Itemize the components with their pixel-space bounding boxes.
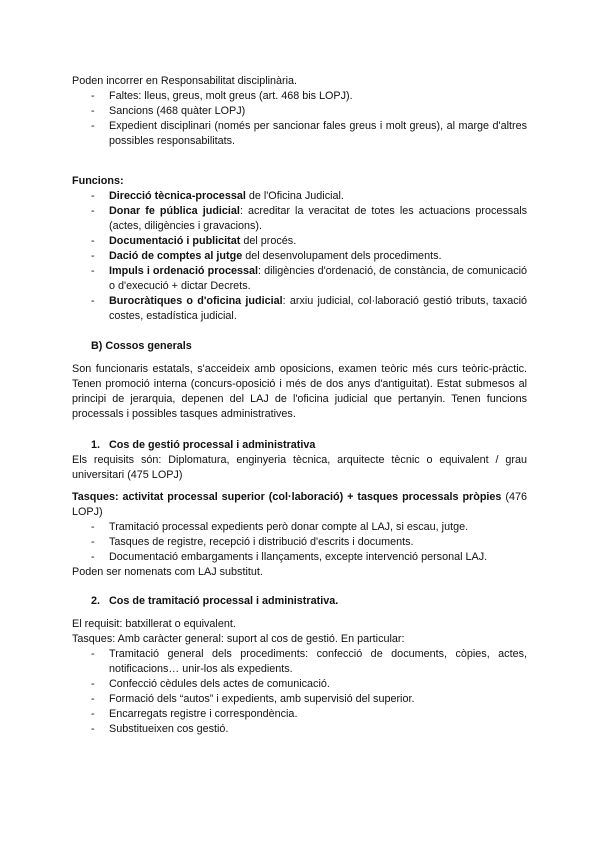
list-item: - Substitueixen cos gestió.: [91, 723, 229, 735]
funcions-list: [72, 189, 527, 324]
disc-intro: Poden incorrer en Responsabilitat disciplinària.: [72, 75, 298, 87]
section-1-footer: Poden ser nomenats com LAJ substitut.: [72, 566, 263, 578]
list-item: - Direcció tècnica-processal de l'Oficina Judicial.: [91, 190, 344, 202]
list-item: - Tramitació general dels procediments: confecció de documents, còpies, actes, notificacions… unir-los als expedients.: [91, 648, 527, 675]
list-item: - Tasques de registre, recepció i distribució d'escrits i documents.: [91, 536, 414, 548]
section-b-heading: B) Cossos generals: [91, 340, 192, 352]
list-item: - Tramitació processal expedients però donar compte al LAJ, si escau, jutge.: [91, 521, 469, 533]
document-body: [72, 74, 527, 737]
section-1-heading: 1. Cos de gestió processal i administrativa: [91, 439, 316, 451]
list-item: - Impuls i ordenació processal: diligències d'ordenació, de constància, de comunicació o d'execució + dictar Decrets.: [91, 265, 528, 292]
list-item: - Donar fe pública judicial: acreditar la veracitat de totes les actuacions processals (actes, diligències i gravacions).: [91, 205, 527, 232]
list-item: - Documentació embargaments i llançaments, excepte intervenció personal LAJ.: [91, 551, 488, 563]
list-item: - Burocràtiques o d'oficina judicial: arxiu judicial, col·laboració gestió tributs, taxació costes, estadística judicial.: [91, 295, 527, 322]
list-item: - Dació de comptes al jutge del desenvolupament dels procediments.: [91, 250, 442, 262]
section-2-heading: 2. Cos de tramitació processal i administrativa.: [91, 595, 339, 607]
section-2-list: [72, 647, 527, 737]
list-item: - Expedient disciplinari (només per sancionar fales greus i molt greus), al marge d'altres possibles responsabilitats.: [91, 120, 527, 147]
list-item: - Documentació i publicitat del procés.: [91, 235, 297, 247]
section-2-requisit: El requisit: batxillerat o equivalent.: [72, 618, 236, 630]
section-1-tasques: Tasques: activitat processal superior (col·laboració) + tasques processals pròpies (476 LOPJ): [72, 491, 527, 518]
list-item: - Confecció cèdules dels actes de comunicació.: [91, 678, 330, 690]
section-b-body: Son funcionaris estatals, s'acceideix amb oposicions, examen teòric més curs teòric-pràctic. Tenen promoció interna (concurs-oposició i més de dos anys d'antiguitat). Estat submesos al principi de jerarquia, depenen del LAJ de l'oficina judicial que pertanyin. Tenen funcions processals i possibles tasques administratives.: [72, 363, 527, 420]
section-1-list: [72, 520, 527, 565]
list-item: - Sancions (468 quàter LOPJ): [91, 105, 246, 117]
section-1-requisits: Els requisits són: Diplomatura, enginyeria tècnica, arquitecte tècnic o equivalent / grau universitari (475 LOPJ): [72, 454, 527, 481]
section-2-tasques: Tasques: Amb caràcter general: suport al cos de gestió. En particular:: [72, 633, 405, 645]
funcions-title: Funcions:: [72, 175, 124, 187]
list-item: - Formació dels “autos” i expedients, amb supervisió del superior.: [91, 693, 415, 705]
list-item: - Encarregats registre i correspondència.: [91, 708, 298, 720]
list-item: - Faltes: lleus, greus, molt greus (art. 468 bis LOPJ).: [91, 90, 353, 102]
disc-list: [72, 89, 527, 149]
